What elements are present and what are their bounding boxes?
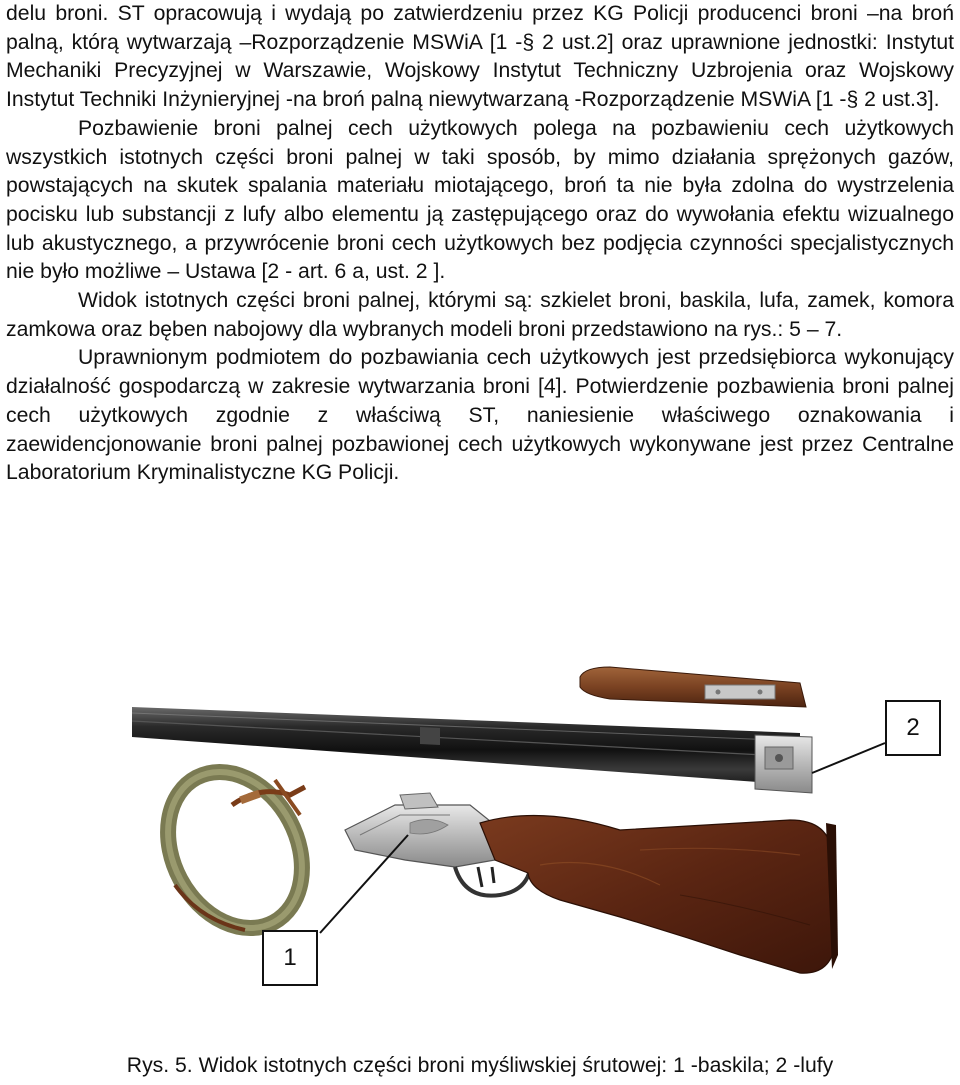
paragraph-2: Pozbawienie broni palnej cech użytkowych polega na pozbawieniu cech użytkowych wszystkich istotnych części broni palnej w taki sposób, by mimo działania sprężonych gazów, powstających na skutek spalania materiału miotającego, broń ta nie była zdolna do wystrzelenia pocisku lub substancji z lufy albo elementu ją zastępującego oraz do wywołania efektu wizualnego lub akustycznego, a przywrócenie broni cech użytkowych bez podjęcia czynności specjalistycznych nie było możliwe – Ustawa [2 - art. 6 a, ust. 2 ]. — [6, 116, 954, 284]
body-text — [6, 0, 954, 488]
figure-caption: Rys. 5. Widok istotnych części broni myśliwskiej śrutowej: 1 -baskila; 2 -lufy — [126, 1054, 834, 1077]
paragraph-1: delu broni. ST opracowują i wydają po zatwierdzeniu przez KG Policji producenci broni –na broń palną, którą wytwarzają –Rozporządzenie MSWiA [1 -§ 2 ust.2] oraz uprawnione jednostki: Instytut Mechaniki Precyzyjnej w Warszawie, Wojskowy Instytut Techniczny Uzbrojenia oraz Wojskowy Instytut Techniki Inżynieryjnej -na broń palną niewytwarzaną -Rozporządzenie MSWiA [1 -§ 2 ust.3]. — [6, 2, 954, 112]
figure-shotgun — [0, 655, 960, 1035]
paragraph-4: Uprawnionym podmiotem do pozbawiania cech użytkowych jest przedsiębiorca wykonujący działalność gospodarczą w zakresie wytwarzania broni [4]. Potwierdzenie pozbawienia broni palnej cech użytkowych zgodnie z właściwą ST, naniesienie właściwego oznakowania i zaewidencjonowanie broni palnej pozbawionej cech użytkowych wykonywane jest przez Centralne Laboratorium Kryminalistyczne KG Policji. — [6, 346, 954, 485]
callout-label-2: 2 — [885, 700, 941, 756]
stock — [480, 815, 838, 973]
callout-label-1: 1 — [262, 930, 318, 986]
forend — [580, 667, 806, 707]
shotgun-illustration — [0, 655, 960, 1035]
callout-leader-2 — [812, 743, 885, 773]
paragraph-3: Widok istotnych części broni palnej, którymi są: szkielet broni, baskila, lufa, zamek, komora zamkowa oraz bęben nabojowy dla wybranych modeli broni przedstawiono na rys.: 5 – 7. — [6, 289, 954, 341]
sling — [142, 748, 328, 951]
